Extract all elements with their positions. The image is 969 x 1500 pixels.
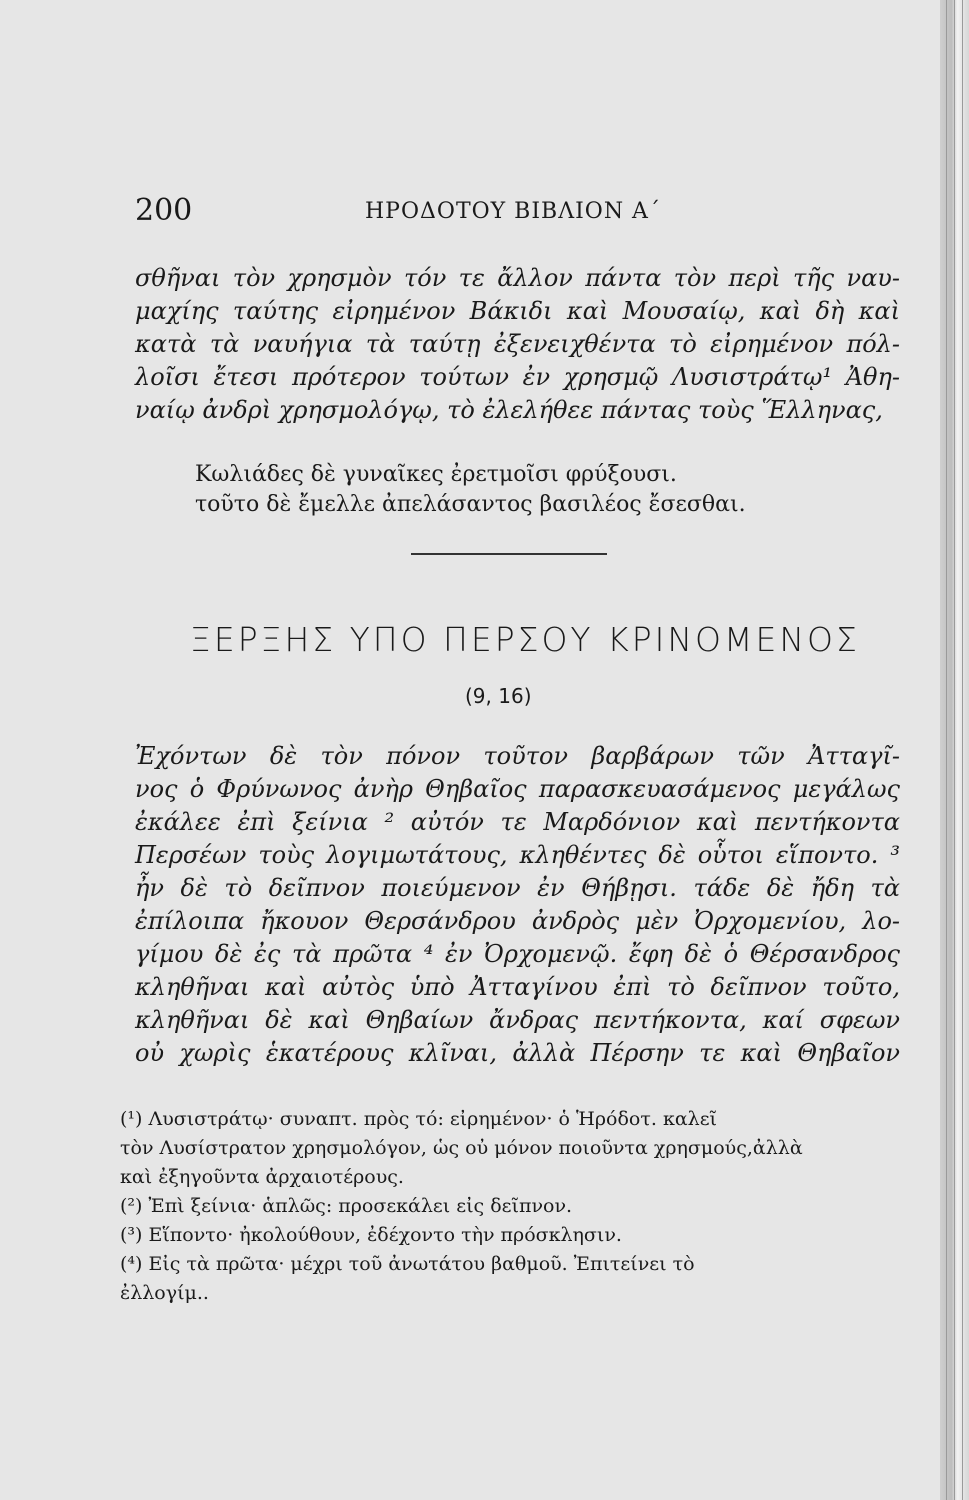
footnotes <box>120 1105 880 1308</box>
prose-line: Περσέων τοὺς λογιμωτάτους, κληθέντες δὲ οὗτοι εἵποντο. ³ <box>135 841 900 869</box>
section-reference: (9, 16) <box>465 684 532 708</box>
prose-line: νος ὁ Φρύνωνος ἀνὴρ Θηβαῖος παρασκευασάμενος μεγάλως <box>135 775 900 803</box>
prose-line: Ἐχόντων δὲ τὸν πόνον τοῦτον βαρβάρων τῶν Ἀτταγῖ- <box>135 742 900 770</box>
footnote-line: (⁴) Εἰς τὰ πρῶτα· μέχρι τοῦ ἀνωτάτου βαθμοῦ. Ἐπιτείνει τὸ <box>120 1253 695 1275</box>
main-prose <box>135 740 900 1070</box>
prose-line: κατὰ τὰ ναυήγια τὰ ταύτῃ ἐξενειχθέντα τὸ εἰρημένον πόλ- <box>135 330 900 358</box>
prose-line: κληθῆναι καὶ αὐτὸς ὑπὸ Ἀτταγίνου ἐπὶ τὸ δεῖπνον τοῦτο, <box>135 973 900 1001</box>
footnote-line: (³) Εἵποντο· ἠκολούθουν, ἐδέχοντο τὴν πρόσκλησιν. <box>120 1224 622 1246</box>
section-title: ΞΕΡΞΗΣ ΥΠΟ ΠΕΡΣΟΥ ΚΡΙΝΟΜΕΝΟΣ <box>190 620 860 659</box>
prose-line: οὐ χωρὶς ἑκατέρους κλῖναι, ἀλλὰ Πέρσην τε καὶ Θηβαῖον <box>135 1039 900 1067</box>
section-divider <box>411 553 607 555</box>
prose-line: ἦν δὲ τὸ δεῖπνον ποιεύμενον ἐν Θήβῃσι. τάδε δὲ ἤδη τὰ <box>135 874 900 902</box>
prose-line: γίμου δὲ ἐς τὰ πρῶτα ⁴ ἐν Ὀρχομενῷ. ἔφη δὲ ὁ Θέρσανδρος <box>135 940 900 968</box>
prose-line: κληθῆναι δὲ καὶ Θηβαίων ἄνδρας πεντήκοντα, καί σφεων <box>135 1006 900 1034</box>
running-head: ΗΡΟΔΟΤΟΥ ΒΙΒΛΙΟΝ Α΄ <box>365 199 661 224</box>
footnote-line: τὸν Λυσίστρατον χρησμολόγον, ὡς οὐ μόνον ποιοῦντα χρησμούς,ἀλλὰ <box>120 1137 803 1159</box>
footnote-line: (¹) Λυσιστράτῳ· συναπτ. πρὸς τό: εἰρημένον· ὁ Ἡρόδοτ. καλεῖ <box>120 1108 717 1130</box>
top-prose <box>135 262 900 427</box>
edge-line <box>954 0 955 1500</box>
footnote-line: (²) Ἐπὶ ξείνια· ἁπλῶς: προσεκάλει εἰς δεῖπνον. <box>120 1195 573 1217</box>
edge-line <box>946 0 947 1500</box>
footnote-line: ἐλλογίμ.. <box>120 1282 209 1304</box>
verse-quote <box>195 460 746 520</box>
page-edge <box>940 0 969 1500</box>
prose-line: ναίῳ ἀνδρὶ χρησμολόγῳ, τὸ ἐλελήθεε πάντας τοὺς Ἕλληνας, <box>135 396 883 424</box>
footnote-line: καὶ ἐξηγοῦντα ἀρχαιοτέρους. <box>120 1166 404 1188</box>
page-number: 200 <box>135 193 193 228</box>
edge-line <box>962 0 963 1500</box>
prose-line: σθῆναι τὸν χρησμὸν τόν τε ἄλλον πάντα τὸν περὶ τῆς ναυ- <box>135 264 900 292</box>
verse-line: Κωλιάδες δὲ γυναῖκες ἐρετμοῖσι φρύξουσι. <box>195 462 677 487</box>
prose-line: ἐκάλεε ἐπὶ ξείνια ² αὐτόν τε Μαρδόνιον καὶ πεντήκοντα <box>135 808 900 836</box>
page-header <box>135 193 895 229</box>
verse-line: τοῦτο δὲ ἔμελλε ἀπελάσαντος βασιλέος ἔσεσθαι. <box>195 492 746 517</box>
prose-line: ἐπίλοιπα ἤκουον Θερσάνδρου ἀνδρὸς μὲν Ὀρχομενίου, λο- <box>135 907 900 935</box>
prose-line: μαχίης ταύτης εἰρημένον Βάκιδι καὶ Μουσαίῳ, καὶ δὴ καὶ <box>135 297 900 325</box>
prose-line: λοῖσι ἔτεσι πρότερον τούτων ἐν χρησμῷ Λυσιστράτῳ¹ Ἀθη- <box>135 363 900 391</box>
